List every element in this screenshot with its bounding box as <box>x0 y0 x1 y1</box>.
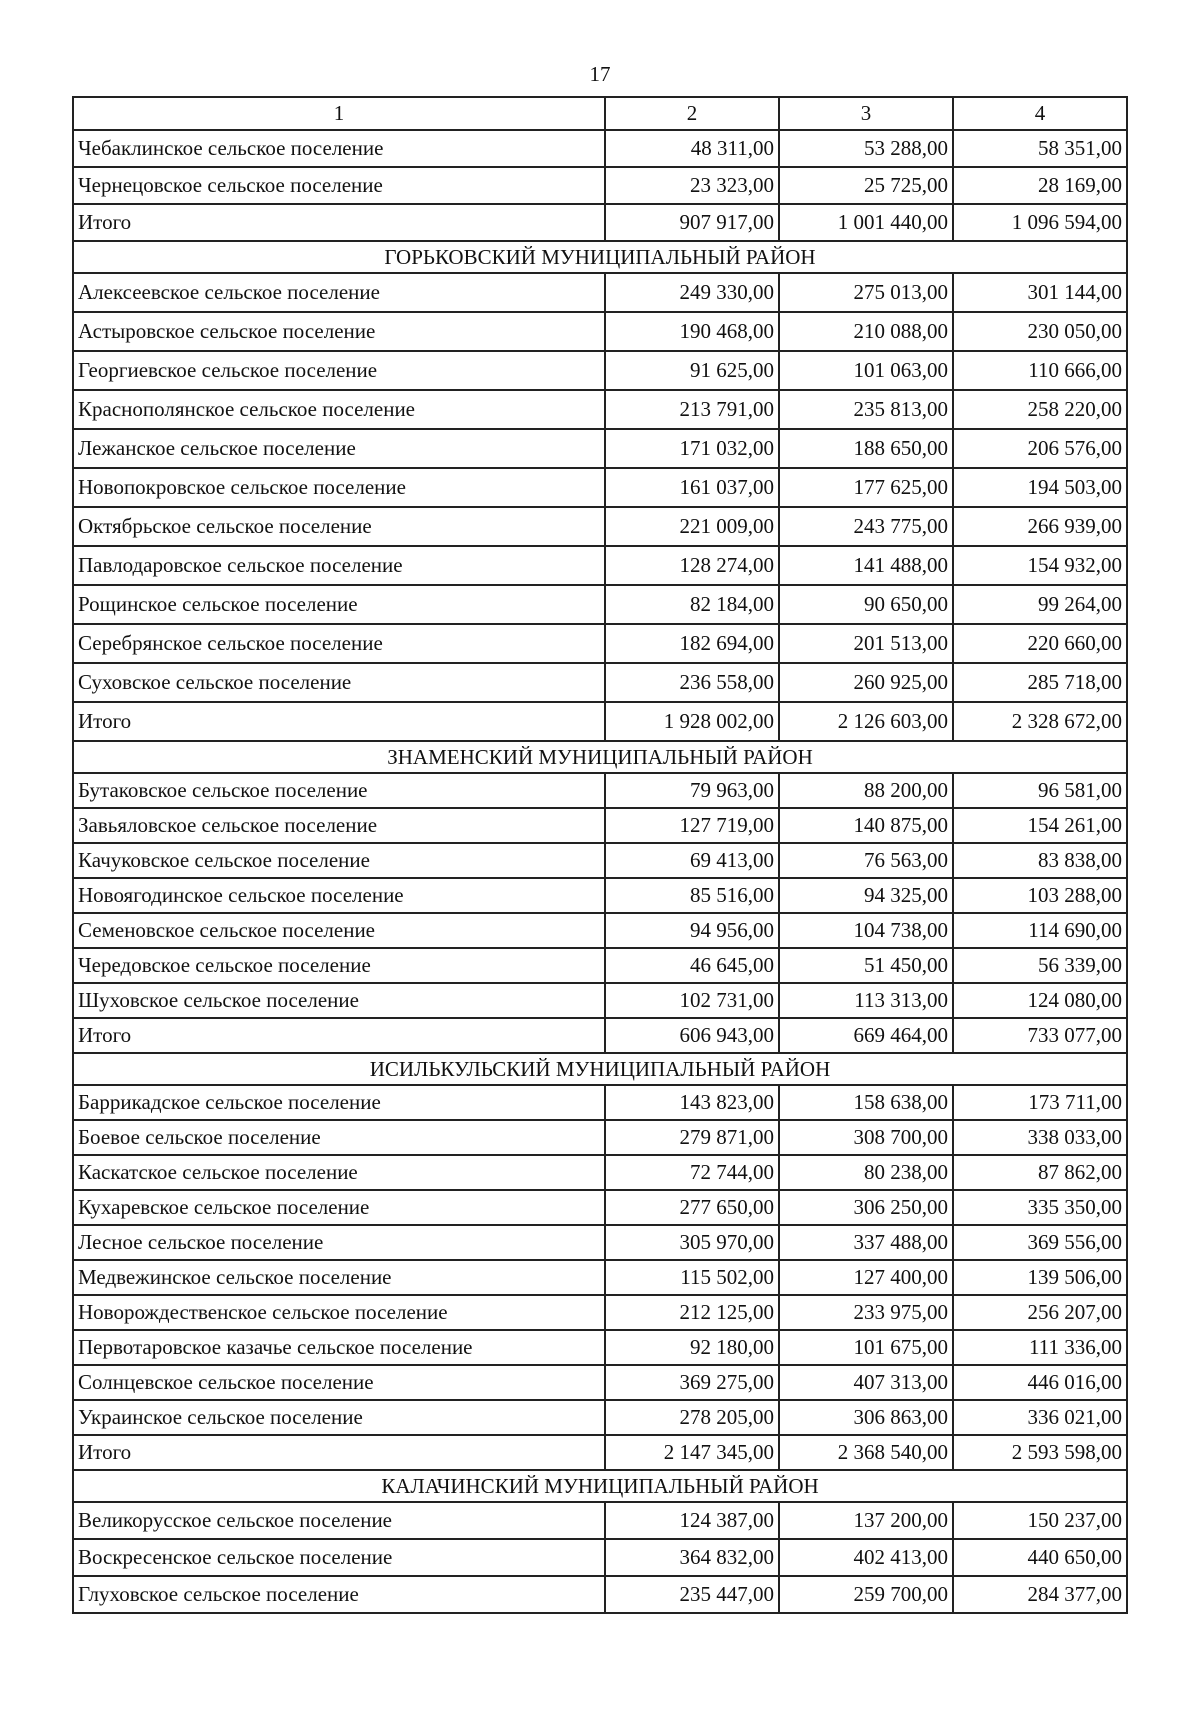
table-row <box>73 1502 1127 1539</box>
value-col-2: 1 928 002,00 <box>605 702 779 741</box>
value-col-2: 115 502,00 <box>605 1260 779 1295</box>
settlement-name: Украинское сельское поселение <box>73 1400 605 1435</box>
value-col-3: 407 313,00 <box>779 1365 953 1400</box>
value-col-3: 233 975,00 <box>779 1295 953 1330</box>
value-col-3: 210 088,00 <box>779 312 953 351</box>
budget-table-body <box>73 97 1127 1613</box>
value-col-3: 669 464,00 <box>779 1018 953 1053</box>
value-col-2: 236 558,00 <box>605 663 779 702</box>
value-col-4: 230 050,00 <box>953 312 1127 351</box>
settlement-name: Кухаревское сельское поселение <box>73 1190 605 1225</box>
district-title: ЗНАМЕНСКИЙ МУНИЦИПАЛЬНЫЙ РАЙОН <box>73 741 1127 773</box>
value-col-2: 79 963,00 <box>605 773 779 808</box>
settlement-name: Итого <box>73 702 605 741</box>
value-col-2: 82 184,00 <box>605 585 779 624</box>
value-col-4: 1 096 594,00 <box>953 204 1127 241</box>
table-row <box>73 983 1127 1018</box>
table-row <box>73 167 1127 204</box>
value-col-3: 101 675,00 <box>779 1330 953 1365</box>
value-col-2: 2 147 345,00 <box>605 1435 779 1470</box>
table-row <box>73 1576 1127 1613</box>
district-title: КАЛАЧИНСКИЙ МУНИЦИПАЛЬНЫЙ РАЙОН <box>73 1470 1127 1502</box>
settlement-name: Краснополянское сельское поселение <box>73 390 605 429</box>
settlement-name: Солнцевское сельское поселение <box>73 1365 605 1400</box>
table-row <box>73 843 1127 878</box>
value-col-3: 25 725,00 <box>779 167 953 204</box>
value-col-3: 1 001 440,00 <box>779 204 953 241</box>
value-col-3: 113 313,00 <box>779 983 953 1018</box>
value-col-2: 72 744,00 <box>605 1155 779 1190</box>
value-col-2: 91 625,00 <box>605 351 779 390</box>
total-row <box>73 1435 1127 1470</box>
settlement-name: Георгиевское сельское поселение <box>73 351 605 390</box>
district-header-row <box>73 1470 1127 1502</box>
table-row <box>73 1295 1127 1330</box>
value-col-2: 69 413,00 <box>605 843 779 878</box>
value-col-3: 337 488,00 <box>779 1225 953 1260</box>
value-col-3: 2 126 603,00 <box>779 702 953 741</box>
value-col-4: 58 351,00 <box>953 130 1127 167</box>
settlement-name: Чередовское сельское поселение <box>73 948 605 983</box>
settlement-name: Суховское сельское поселение <box>73 663 605 702</box>
value-col-3: 94 325,00 <box>779 878 953 913</box>
value-col-4: 110 666,00 <box>953 351 1127 390</box>
value-col-4: 220 660,00 <box>953 624 1127 663</box>
value-col-4: 99 264,00 <box>953 585 1127 624</box>
value-col-4: 139 506,00 <box>953 1260 1127 1295</box>
table-row <box>73 948 1127 983</box>
value-col-3: 51 450,00 <box>779 948 953 983</box>
value-col-2: 277 650,00 <box>605 1190 779 1225</box>
value-col-3: 140 875,00 <box>779 808 953 843</box>
table-row <box>73 351 1127 390</box>
settlement-name: Завьяловское сельское поселение <box>73 808 605 843</box>
value-col-3: 141 488,00 <box>779 546 953 585</box>
total-row <box>73 702 1127 741</box>
value-col-3: 158 638,00 <box>779 1085 953 1120</box>
value-col-4: 111 336,00 <box>953 1330 1127 1365</box>
value-col-3: 88 200,00 <box>779 773 953 808</box>
value-col-3: 137 200,00 <box>779 1502 953 1539</box>
value-col-4: 266 939,00 <box>953 507 1127 546</box>
settlement-name: Баррикадское сельское поселение <box>73 1085 605 1120</box>
value-col-4: 2 328 672,00 <box>953 702 1127 741</box>
settlement-name: Великорусское сельское поселение <box>73 1502 605 1539</box>
table-row <box>73 546 1127 585</box>
value-col-3: 53 288,00 <box>779 130 953 167</box>
value-col-2: 23 323,00 <box>605 167 779 204</box>
value-col-3: 2 368 540,00 <box>779 1435 953 1470</box>
value-col-4: 150 237,00 <box>953 1502 1127 1539</box>
district-header-row <box>73 241 1127 273</box>
total-row <box>73 1018 1127 1053</box>
settlement-name: Итого <box>73 1435 605 1470</box>
value-col-4: 103 288,00 <box>953 878 1127 913</box>
table-row <box>73 1400 1127 1435</box>
table-row <box>73 624 1127 663</box>
value-col-4: 28 169,00 <box>953 167 1127 204</box>
value-col-2: 94 956,00 <box>605 913 779 948</box>
value-col-4: 2 593 598,00 <box>953 1435 1127 1470</box>
value-col-4: 124 080,00 <box>953 983 1127 1018</box>
settlement-name: Чернецовское сельское поселение <box>73 167 605 204</box>
table-row <box>73 878 1127 913</box>
value-col-4: 369 556,00 <box>953 1225 1127 1260</box>
value-col-4: 733 077,00 <box>953 1018 1127 1053</box>
value-col-2: 279 871,00 <box>605 1120 779 1155</box>
value-col-3: 127 400,00 <box>779 1260 953 1295</box>
table-row <box>73 1085 1127 1120</box>
district-title: ИСИЛЬКУЛЬСКИЙ МУНИЦИПАЛЬНЫЙ РАЙОН <box>73 1053 1127 1085</box>
value-col-4: 114 690,00 <box>953 913 1127 948</box>
value-col-3: 104 738,00 <box>779 913 953 948</box>
table-row <box>73 1539 1127 1576</box>
value-col-3: 259 700,00 <box>779 1576 953 1613</box>
table-row <box>73 1155 1127 1190</box>
value-col-4: 256 207,00 <box>953 1295 1127 1330</box>
settlement-name: Воскресенское сельское поселение <box>73 1539 605 1576</box>
settlement-name: Глуховское сельское поселение <box>73 1576 605 1613</box>
settlement-name: Семеновское сельское поселение <box>73 913 605 948</box>
value-col-3: 275 013,00 <box>779 273 953 312</box>
value-col-2: 46 645,00 <box>605 948 779 983</box>
settlement-name: Октябрьское сельское поселение <box>73 507 605 546</box>
table-row <box>73 808 1127 843</box>
value-col-2: 171 032,00 <box>605 429 779 468</box>
table-row <box>73 773 1127 808</box>
value-col-2: 102 731,00 <box>605 983 779 1018</box>
settlement-name: Астыровское сельское поселение <box>73 312 605 351</box>
settlement-name: Медвежинское сельское поселение <box>73 1260 605 1295</box>
table-row <box>73 913 1127 948</box>
value-col-3: 402 413,00 <box>779 1539 953 1576</box>
value-col-2: 221 009,00 <box>605 507 779 546</box>
value-col-4: 154 932,00 <box>953 546 1127 585</box>
value-col-2: 48 311,00 <box>605 130 779 167</box>
total-row <box>73 204 1127 241</box>
settlement-name: Новопокровское сельское поселение <box>73 468 605 507</box>
value-col-3: 188 650,00 <box>779 429 953 468</box>
value-col-2: 278 205,00 <box>605 1400 779 1435</box>
budget-table <box>72 96 1128 1614</box>
value-col-2: 124 387,00 <box>605 1502 779 1539</box>
value-col-3: 308 700,00 <box>779 1120 953 1155</box>
table-row <box>73 1225 1127 1260</box>
value-col-2: 182 694,00 <box>605 624 779 663</box>
table-row <box>73 429 1127 468</box>
value-col-4: 173 711,00 <box>953 1085 1127 1120</box>
value-col-4: 285 718,00 <box>953 663 1127 702</box>
table-row <box>73 130 1127 167</box>
settlement-name: Качуковское сельское поселение <box>73 843 605 878</box>
value-col-3: 306 863,00 <box>779 1400 953 1435</box>
value-col-3: 76 563,00 <box>779 843 953 878</box>
table-row <box>73 312 1127 351</box>
settlement-name: Алексеевское сельское поселение <box>73 273 605 312</box>
value-col-2: 128 274,00 <box>605 546 779 585</box>
value-col-4: 446 016,00 <box>953 1365 1127 1400</box>
district-header-row <box>73 741 1127 773</box>
value-col-2: 143 823,00 <box>605 1085 779 1120</box>
column-header-3: 3 <box>779 97 953 130</box>
value-col-4: 96 581,00 <box>953 773 1127 808</box>
value-col-2: 606 943,00 <box>605 1018 779 1053</box>
value-col-2: 190 468,00 <box>605 312 779 351</box>
value-col-2: 364 832,00 <box>605 1539 779 1576</box>
value-col-4: 301 144,00 <box>953 273 1127 312</box>
table-row <box>73 507 1127 546</box>
value-col-2: 161 037,00 <box>605 468 779 507</box>
table-row <box>73 663 1127 702</box>
value-col-2: 213 791,00 <box>605 390 779 429</box>
value-col-4: 194 503,00 <box>953 468 1127 507</box>
settlement-name: Бутаковское сельское поселение <box>73 773 605 808</box>
settlement-name: Новорождественское сельское поселение <box>73 1295 605 1330</box>
value-col-3: 201 513,00 <box>779 624 953 663</box>
value-col-3: 80 238,00 <box>779 1155 953 1190</box>
value-col-3: 177 625,00 <box>779 468 953 507</box>
settlement-name: Рощинское сельское поселение <box>73 585 605 624</box>
value-col-4: 336 021,00 <box>953 1400 1127 1435</box>
value-col-4: 440 650,00 <box>953 1539 1127 1576</box>
settlement-name: Каскатское сельское поселение <box>73 1155 605 1190</box>
settlement-name: Новоягодинское сельское поселение <box>73 878 605 913</box>
value-col-3: 101 063,00 <box>779 351 953 390</box>
settlement-name: Первотаровское казачье сельское поселение <box>73 1330 605 1365</box>
settlement-name: Лесное сельское поселение <box>73 1225 605 1260</box>
settlement-name: Серебрянское сельское поселение <box>73 624 605 663</box>
value-col-2: 127 719,00 <box>605 808 779 843</box>
settlement-name: Итого <box>73 204 605 241</box>
value-col-4: 335 350,00 <box>953 1190 1127 1225</box>
value-col-2: 85 516,00 <box>605 878 779 913</box>
value-col-4: 56 339,00 <box>953 948 1127 983</box>
settlement-name: Чебаклинское сельское поселение <box>73 130 605 167</box>
settlement-name: Павлодаровское сельское поселение <box>73 546 605 585</box>
table-row <box>73 1190 1127 1225</box>
table-row <box>73 1120 1127 1155</box>
value-col-4: 87 862,00 <box>953 1155 1127 1190</box>
value-col-3: 235 813,00 <box>779 390 953 429</box>
value-col-3: 306 250,00 <box>779 1190 953 1225</box>
page-number: 17 <box>589 62 611 86</box>
value-col-4: 258 220,00 <box>953 390 1127 429</box>
settlement-name: Итого <box>73 1018 605 1053</box>
settlement-name: Лежанское сельское поселение <box>73 429 605 468</box>
column-header-2: 2 <box>605 97 779 130</box>
settlement-name: Боевое сельское поселение <box>73 1120 605 1155</box>
value-col-3: 260 925,00 <box>779 663 953 702</box>
table-row <box>73 468 1127 507</box>
table-row <box>73 390 1127 429</box>
table-row <box>73 1260 1127 1295</box>
column-header-row <box>73 97 1127 130</box>
table-row <box>73 273 1127 312</box>
value-col-4: 338 033,00 <box>953 1120 1127 1155</box>
value-col-4: 154 261,00 <box>953 808 1127 843</box>
value-col-3: 90 650,00 <box>779 585 953 624</box>
value-col-4: 284 377,00 <box>953 1576 1127 1613</box>
table-row <box>73 1330 1127 1365</box>
district-header-row <box>73 1053 1127 1085</box>
value-col-4: 83 838,00 <box>953 843 1127 878</box>
value-col-2: 369 275,00 <box>605 1365 779 1400</box>
value-col-4: 206 576,00 <box>953 429 1127 468</box>
district-title: ГОРЬКОВСКИЙ МУНИЦИПАЛЬНЫЙ РАЙОН <box>73 241 1127 273</box>
value-col-2: 92 180,00 <box>605 1330 779 1365</box>
value-col-2: 249 330,00 <box>605 273 779 312</box>
table-row <box>73 1365 1127 1400</box>
settlement-name: Шуховское сельское поселение <box>73 983 605 1018</box>
table-row <box>73 585 1127 624</box>
value-col-2: 907 917,00 <box>605 204 779 241</box>
value-col-2: 212 125,00 <box>605 1295 779 1330</box>
value-col-2: 235 447,00 <box>605 1576 779 1613</box>
value-col-2: 305 970,00 <box>605 1225 779 1260</box>
column-header-4: 4 <box>953 97 1127 130</box>
column-header-1: 1 <box>73 97 605 130</box>
value-col-3: 243 775,00 <box>779 507 953 546</box>
